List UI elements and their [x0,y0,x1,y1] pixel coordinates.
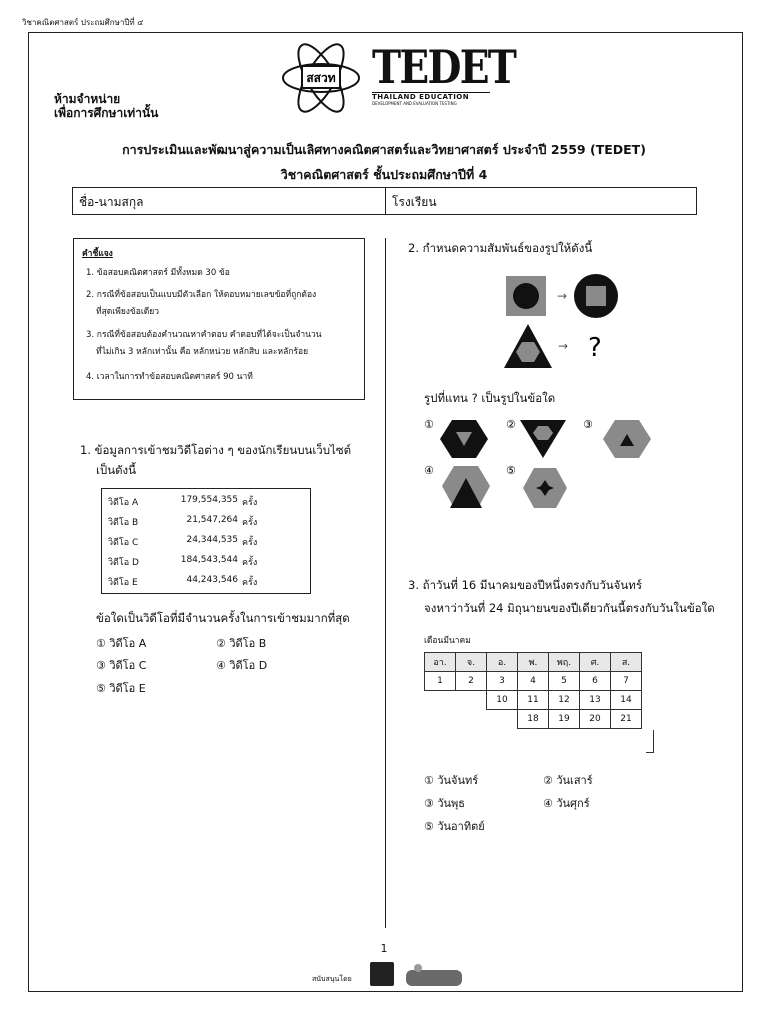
q3-choice-3[interactable]: ③ วันพุธ [424,797,466,810]
video-count: 24,344,535 [186,535,238,545]
exam-subtitle: วิชาคณิตศาสตร์ ชั้นประถมศึกษาปีที่ 4 [280,167,488,182]
exam-title: การประเมินและพัฒนาสู่ความเป็นเลิศทางคณิตศาสตร์และวิทยาศาสตร์ ประจำปี 2559 (TEDET) [122,142,646,157]
video-unit: ครั้ง [242,498,258,508]
calendar-cell: 12 [549,691,580,710]
calendar-tail-foot [646,752,654,753]
gray-square-shape [586,286,606,306]
video-unit: ครั้ง [242,538,258,548]
video-unit: ครั้ง [242,518,258,528]
instruction-item: ที่ไม่เกิน 3 หลักเท่านั้น คือ หลักหน่วย หลักสิบ และหลักร้อย [96,347,309,357]
not-for-sale-line2: เพื่อการศึกษาเท่านั้น [54,106,159,120]
page-number: 1 [380,942,388,955]
q1-choice-4[interactable]: ④ วิดีโอ D [216,659,268,672]
q3-choice-5[interactable]: ⑤ วันอาทิตย์ [424,820,485,833]
arrow-glyph: → [558,339,569,353]
video-name: วิดีโอ B [108,518,139,528]
tedet-logo [372,40,516,106]
day-header: อ. [487,653,518,672]
q2-text: 2. กำหนดความสัมพันธ์ของรูปให้ดังนี้ [408,241,593,255]
calendar-cell: 1 [425,672,456,691]
video-count: 184,543,544 [180,555,238,565]
tedet-sub2: DEVELOPMENT AND EVALUATION TESTING [372,101,457,106]
video-count: 21,547,264 [186,515,238,525]
choice-mark-3: ③ [583,418,593,431]
edupark-logo [404,962,464,988]
calendar-cell: 21 [611,710,642,729]
instruction-item: 1. ข้อสอบคณิตศาสตร์ มีทั้งหมด 30 ข้อ [86,268,230,278]
q1-question: ข้อใดเป็นวิดีโอที่มีจำนวนครั้งในการเข้าชมมากที่สุด [96,611,350,625]
instructions-box [73,238,365,400]
calendar-header-row [425,653,642,672]
instruction-item: ที่สุดเพียงข้อเดียว [96,307,160,317]
tedet-wordmark: TEDET [372,40,516,94]
q3-choice-1[interactable]: ① วันจันทร์ [424,774,479,787]
q3-line1: 3. ถ้าวันที่ 16 มีนาคมของปีหนึ่งตรงกับวันจันทร์ [408,578,643,592]
video-count: 44,243,546 [186,575,238,585]
calendar-week-row [425,691,642,710]
calendar-cell: 14 [611,691,642,710]
calendar-cell: 5 [549,672,580,691]
video-views-table [101,488,311,594]
video-name: วิดีโอ E [108,578,138,588]
tedet-sub: THAILAND EDUCATION [372,92,490,101]
name-field[interactable]: ชื่อ-นามสกุล [73,188,386,214]
calendar-cell: 13 [580,691,611,710]
q1-text-line2: เป็นดังนี้ [96,463,137,477]
day-header: อา. [425,653,456,672]
q1-choice-1[interactable]: ① วิดีโอ A [96,637,147,650]
q3-choice-4[interactable]: ④ วันศุกร์ [543,797,590,810]
calendar-week-row [425,710,642,729]
calendar-week-row [425,672,642,691]
q1-choice-2[interactable]: ② วิดีโอ B [216,637,267,650]
question-mark: ? [588,333,602,363]
ipst-emblem-logo [280,40,362,116]
calendar-cell: 18 [518,710,549,729]
calendar-cell: 20 [580,710,611,729]
q1-choice-5[interactable]: ⑤ วิดีโอ E [96,682,146,695]
calendar-cell: 4 [518,672,549,691]
march-calendar [424,652,642,729]
name-school-box [72,187,697,215]
header-tiny-text: วิชาคณิตศาสตร์ ประถมศึกษาปีที่ ๔ [22,18,144,27]
not-for-sale-notice [54,92,158,120]
day-header: จ. [456,653,487,672]
day-header: พ. [518,653,549,672]
not-for-sale-line1: ห้ามจำหน่าย [54,92,121,106]
video-count: 179,554,355 [180,495,238,505]
video-unit: ครั้ง [242,558,258,568]
calendar-title: เดือนมีนาคม [424,636,471,646]
black-circle-shape [513,283,539,309]
calendar-cell: 6 [580,672,611,691]
q2-question: รูปที่แทน ? เป็นรูปในข้อใด [424,391,556,405]
day-header: พฤ. [549,653,580,672]
calendar-cell: 7 [611,672,642,691]
arrow-glyph: → [557,289,568,303]
svg-text:สสวท: สสวท [306,71,336,85]
video-name: วิดีโอ D [108,558,139,568]
day-header: ส. [611,653,642,672]
choice-mark-1: ① [424,418,434,431]
day-header: ศ. [580,653,611,672]
choice-mark-2: ② [506,418,516,431]
video-unit: ครั้ง [242,578,258,588]
calendar-cell: 19 [549,710,580,729]
instruction-item: 3. กรณีที่ข้อสอบต้องคำนวณหาคำตอบ คำตอบที่ได้จะเป็นจำนวน [86,330,322,340]
calendar-cell: 2 [456,672,487,691]
q3-line2: จงหาว่าวันที่ 24 มิถุนายนของปีเดียวกันนี้ตรงกับวันในข้อใด [424,601,715,615]
school-field[interactable]: โรงเรียน [392,195,437,209]
sponsor-logo-1 [370,962,394,986]
column-divider [385,238,386,928]
sponsor-label: สนับสนุนโดย [312,975,352,983]
video-name: วิดีโอ A [108,498,139,508]
calendar-cell: 3 [487,672,518,691]
q3-choice-2[interactable]: ② วันเสาร์ [543,774,593,787]
choice-mark-4: ④ [424,464,434,477]
q1-text-line1: 1. ข้อมูลการเข้าชมวิดีโอต่าง ๆ ของนักเรียนบนเว็บไซต์ [80,443,352,457]
instructions-title: คำชี้แจง [82,249,113,259]
q1-choice-3[interactable]: ③ วิดีโอ C [96,659,147,672]
calendar-cell: 11 [518,691,549,710]
q2-choices-figure [420,412,660,517]
calendar-tail-line [653,730,654,752]
instruction-item: 4. เวลาในการทำข้อสอบคณิตศาสตร์ 90 นาที [86,372,253,382]
instruction-item: 2. กรณีที่ข้อสอบเป็นแบบมีตัวเลือก ให้ตอบหมายเลขข้อที่ถูกต้อง [86,290,317,300]
video-name: วิดีโอ C [108,538,139,548]
q2-pattern-figure [500,270,630,380]
choice-mark-5: ⑤ [506,464,516,477]
calendar-cell: 10 [487,691,518,710]
